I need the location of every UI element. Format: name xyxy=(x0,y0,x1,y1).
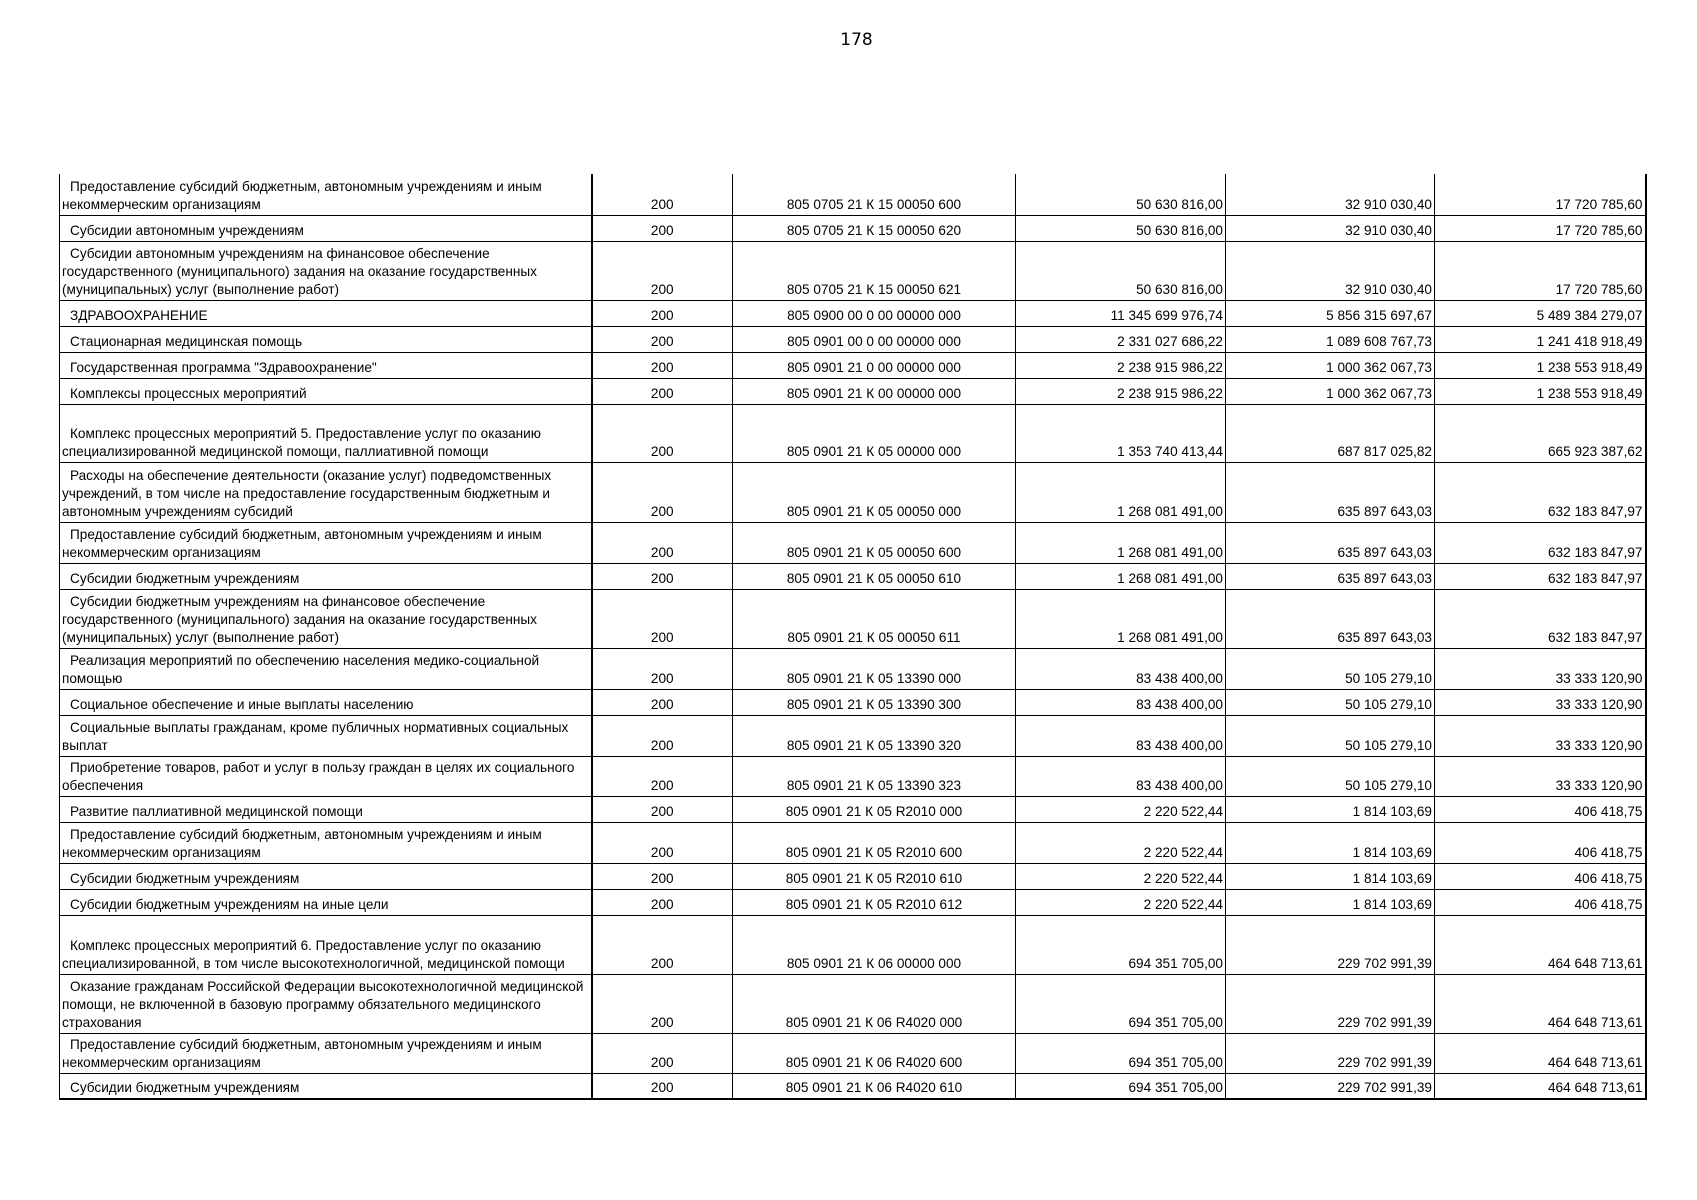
table-row xyxy=(60,796,1646,822)
table-row xyxy=(60,915,1646,974)
row-name xyxy=(60,689,592,715)
row-admin-code: 200 xyxy=(592,378,733,404)
row-name-text: Субсидии бюджетным учреждениям xyxy=(70,570,300,586)
row-total-amount: 2 220 522,44 xyxy=(1016,889,1226,915)
row-amount-1: 50 105 279,10 xyxy=(1226,715,1435,756)
row-name xyxy=(60,326,592,352)
row-amount-2: 17 720 785,60 xyxy=(1435,215,1646,241)
row-total-amount: 2 238 915 986,22 xyxy=(1016,378,1226,404)
row-total-amount: 1 268 081 491,00 xyxy=(1016,589,1226,648)
row-amount-2: 17 720 785,60 xyxy=(1435,174,1646,215)
row-name-text: Расходы на обеспечение деятельности (оказание услуг) подведомственных учреждений, в том числе на предоставление государственным бюджетным и автономным учреждениям субсидий xyxy=(62,467,552,519)
row-total-amount: 1 268 081 491,00 xyxy=(1016,462,1226,522)
row-name-text: Предоставление субсидий бюджетным, автономным учреждениям и иным некоммерческим организациям xyxy=(62,1036,542,1070)
row-budget-classification: 805 0901 00 0 00 00000 000 xyxy=(733,326,1016,352)
row-budget-classification: 805 0705 21 К 15 00050 621 xyxy=(733,241,1016,300)
row-amount-2: 406 418,75 xyxy=(1435,796,1646,822)
row-budget-classification: 805 0901 21 К 06 00000 000 xyxy=(733,915,1016,974)
row-admin-code: 200 xyxy=(592,215,733,241)
row-amount-1: 635 897 643,03 xyxy=(1226,563,1435,589)
row-admin-code: 200 xyxy=(592,326,733,352)
table-row xyxy=(60,648,1646,689)
row-amount-1: 1 814 103,69 xyxy=(1226,796,1435,822)
row-amount-1: 1 000 362 067,73 xyxy=(1226,378,1435,404)
row-total-amount: 83 438 400,00 xyxy=(1016,756,1226,796)
table-row xyxy=(60,462,1646,522)
row-name-text: Государственная программа "Здравоохранение" xyxy=(70,359,377,375)
row-budget-classification: 805 0901 21 К 05 13390 300 xyxy=(733,689,1016,715)
row-admin-code: 200 xyxy=(592,462,733,522)
row-admin-code: 200 xyxy=(592,1033,733,1073)
row-amount-2: 1 241 418 918,49 xyxy=(1435,326,1646,352)
row-name xyxy=(60,563,592,589)
row-name xyxy=(60,974,592,1033)
row-amount-1: 229 702 991,39 xyxy=(1226,974,1435,1033)
row-name xyxy=(60,889,592,915)
row-name-text: Социальное обеспечение и иные выплаты населению xyxy=(70,696,414,712)
row-amount-2: 464 648 713,61 xyxy=(1435,1073,1646,1099)
row-amount-1: 32 910 030,40 xyxy=(1226,215,1435,241)
row-admin-code: 200 xyxy=(592,1073,733,1099)
table-row xyxy=(60,174,1646,215)
row-name xyxy=(60,648,592,689)
row-amount-1: 635 897 643,03 xyxy=(1226,522,1435,563)
row-amount-1: 1 814 103,69 xyxy=(1226,822,1435,863)
row-name-text: Субсидии бюджетным учреждениям xyxy=(70,870,300,886)
row-amount-2: 464 648 713,61 xyxy=(1435,1033,1646,1073)
row-budget-classification: 805 0901 21 К 05 R2010 610 xyxy=(733,863,1016,889)
row-budget-classification: 805 0901 21 0 00 00000 000 xyxy=(733,352,1016,378)
row-name-text: Комплекс процессных мероприятий 5. Предоставление услуг по оказанию специализированной медицинской помощи, паллиативной помощи xyxy=(62,425,541,459)
row-name-text: Субсидии бюджетным учреждениям на иные цели xyxy=(70,896,389,912)
row-name-text: Оказание гражданам Российской Федерации высокотехнологичной медицинской помощи, не включенной в базовую программу обязательного медицинского страхования xyxy=(62,978,584,1030)
row-amount-1: 1 814 103,69 xyxy=(1226,889,1435,915)
row-name-text: ЗДРАВООХРАНЕНИЕ xyxy=(70,307,208,323)
table-row xyxy=(60,241,1646,300)
row-name-text: Субсидии бюджетным учреждениям на финансовое обеспечение государственного (муниципального) задания на оказание государственных (муниципальных) услуг (выполнение работ) xyxy=(62,593,537,645)
row-name-text: Субсидии автономным учреждениям на финансовое обеспечение государственного (муниципального) задания на оказание государственных (муниципальных) услуг (выполнение работ) xyxy=(62,245,537,297)
row-name-text: Комплекс процессных мероприятий 6. Предоставление услуг по оказанию специализированной, в том числе высокотехнологичной, медицинской помощи xyxy=(62,937,565,971)
row-name xyxy=(60,378,592,404)
row-amount-2: 33 333 120,90 xyxy=(1435,715,1646,756)
row-total-amount: 50 630 816,00 xyxy=(1016,174,1226,215)
row-budget-classification: 805 0705 21 К 15 00050 620 xyxy=(733,215,1016,241)
row-admin-code: 200 xyxy=(592,822,733,863)
row-amount-1: 1 089 608 767,73 xyxy=(1226,326,1435,352)
row-name xyxy=(60,863,592,889)
row-admin-code: 200 xyxy=(592,563,733,589)
table-row xyxy=(60,756,1646,796)
row-total-amount: 2 220 522,44 xyxy=(1016,863,1226,889)
row-budget-classification: 805 0901 21 К 05 13390 000 xyxy=(733,648,1016,689)
row-total-amount: 2 238 915 986,22 xyxy=(1016,352,1226,378)
row-budget-classification: 805 0901 21 К 05 00050 611 xyxy=(733,589,1016,648)
row-admin-code: 200 xyxy=(592,522,733,563)
row-amount-1: 687 817 025,82 xyxy=(1226,404,1435,462)
row-admin-code: 200 xyxy=(592,300,733,326)
row-name xyxy=(60,241,592,300)
row-name xyxy=(60,300,592,326)
row-amount-2: 1 238 553 918,49 xyxy=(1435,378,1646,404)
row-name-text: Стационарная медицинская помощь xyxy=(70,333,303,349)
row-admin-code: 200 xyxy=(592,648,733,689)
row-amount-2: 33 333 120,90 xyxy=(1435,756,1646,796)
row-name-text: Субсидии автономным учреждениям xyxy=(70,222,304,238)
row-amount-2: 632 183 847,97 xyxy=(1435,462,1646,522)
table-row xyxy=(60,889,1646,915)
row-name-text: Субсидии бюджетным учреждениям xyxy=(70,1080,300,1095)
row-budget-classification: 805 0901 21 К 05 00050 000 xyxy=(733,462,1016,522)
row-name xyxy=(60,522,592,563)
row-budget-classification: 805 0901 21 К 05 00050 600 xyxy=(733,522,1016,563)
row-amount-1: 32 910 030,40 xyxy=(1226,241,1435,300)
row-total-amount: 694 351 705,00 xyxy=(1016,1033,1226,1073)
row-name xyxy=(60,796,592,822)
row-admin-code: 200 xyxy=(592,404,733,462)
row-name-text: Социальные выплаты гражданам, кроме публичных нормативных социальных выплат xyxy=(62,719,569,753)
row-total-amount: 694 351 705,00 xyxy=(1016,915,1226,974)
row-amount-2: 632 183 847,97 xyxy=(1435,522,1646,563)
row-amount-1: 5 856 315 697,67 xyxy=(1226,300,1435,326)
row-total-amount: 694 351 705,00 xyxy=(1016,974,1226,1033)
row-name-text: Реализация мероприятий по обеспечению населения медико-социальной помощью xyxy=(62,652,540,686)
row-total-amount: 2 331 027 686,22 xyxy=(1016,326,1226,352)
row-name xyxy=(60,404,592,462)
row-budget-classification: 805 0705 21 К 15 00050 600 xyxy=(733,174,1016,215)
row-amount-2: 464 648 713,61 xyxy=(1435,974,1646,1033)
row-admin-code: 200 xyxy=(592,863,733,889)
row-admin-code: 200 xyxy=(592,756,733,796)
row-amount-1: 50 105 279,10 xyxy=(1226,648,1435,689)
row-amount-1: 635 897 643,03 xyxy=(1226,462,1435,522)
row-name-text: Предоставление субсидий бюджетным, автономным учреждениям и иным некоммерческим организациям xyxy=(62,826,542,860)
row-total-amount: 11 345 699 976,74 xyxy=(1016,300,1226,326)
row-total-amount: 694 351 705,00 xyxy=(1016,1073,1226,1099)
row-total-amount: 83 438 400,00 xyxy=(1016,689,1226,715)
row-budget-classification: 805 0901 21 К 05 R2010 000 xyxy=(733,796,1016,822)
row-admin-code: 200 xyxy=(592,174,733,215)
row-amount-2: 406 418,75 xyxy=(1435,889,1646,915)
table-row xyxy=(60,326,1646,352)
row-amount-2: 33 333 120,90 xyxy=(1435,689,1646,715)
row-name-text: Развитие паллиативной медицинской помощи xyxy=(70,803,363,819)
row-amount-2: 406 418,75 xyxy=(1435,822,1646,863)
table-row xyxy=(60,1033,1646,1073)
row-name xyxy=(60,462,592,522)
row-admin-code: 200 xyxy=(592,352,733,378)
row-name xyxy=(60,589,592,648)
table-row xyxy=(60,563,1646,589)
row-amount-2: 33 333 120,90 xyxy=(1435,648,1646,689)
row-amount-2: 464 648 713,61 xyxy=(1435,915,1646,974)
row-budget-classification: 805 0901 21 К 06 R4020 610 xyxy=(733,1073,1016,1099)
page-number: 178 xyxy=(840,30,873,50)
row-name-text: Предоставление субсидий бюджетным, автономным учреждениям и иным некоммерческим организациям xyxy=(62,178,542,212)
table-row xyxy=(60,689,1646,715)
row-total-amount: 2 220 522,44 xyxy=(1016,822,1226,863)
row-admin-code: 200 xyxy=(592,241,733,300)
table-row xyxy=(60,522,1646,563)
table-row xyxy=(60,822,1646,863)
table-row xyxy=(60,589,1646,648)
row-amount-2: 632 183 847,97 xyxy=(1435,589,1646,648)
row-amount-2: 5 489 384 279,07 xyxy=(1435,300,1646,326)
row-name xyxy=(60,352,592,378)
row-amount-2: 665 923 387,62 xyxy=(1435,404,1646,462)
row-total-amount: 50 630 816,00 xyxy=(1016,241,1226,300)
row-admin-code: 200 xyxy=(592,589,733,648)
table-row xyxy=(60,1073,1646,1099)
row-name xyxy=(60,1073,592,1099)
row-admin-code: 200 xyxy=(592,689,733,715)
row-name xyxy=(60,715,592,756)
row-admin-code: 200 xyxy=(592,915,733,974)
row-name-text: Предоставление субсидий бюджетным, автономным учреждениям и иным некоммерческим организациям xyxy=(62,526,542,560)
budget-table xyxy=(59,174,1647,1100)
row-total-amount: 83 438 400,00 xyxy=(1016,648,1226,689)
row-amount-1: 229 702 991,39 xyxy=(1226,1033,1435,1073)
row-name-text: Приобретение товаров, работ и услуг в пользу граждан в целях их социального обеспечения xyxy=(62,759,575,793)
row-budget-classification: 805 0901 21 К 00 00000 000 xyxy=(733,378,1016,404)
row-total-amount: 50 630 816,00 xyxy=(1016,215,1226,241)
row-budget-classification: 805 0901 21 К 05 00050 610 xyxy=(733,563,1016,589)
table-row xyxy=(60,715,1646,756)
table-row xyxy=(60,352,1646,378)
row-total-amount: 2 220 522,44 xyxy=(1016,796,1226,822)
row-amount-1: 229 702 991,39 xyxy=(1226,915,1435,974)
table-row xyxy=(60,378,1646,404)
row-name xyxy=(60,174,592,215)
row-budget-classification: 805 0901 21 К 06 R4020 600 xyxy=(733,1033,1016,1073)
row-budget-classification: 805 0901 21 К 05 R2010 612 xyxy=(733,889,1016,915)
row-budget-classification: 805 0901 21 К 05 13390 323 xyxy=(733,756,1016,796)
row-admin-code: 200 xyxy=(592,796,733,822)
row-name xyxy=(60,215,592,241)
row-amount-2: 17 720 785,60 xyxy=(1435,241,1646,300)
row-total-amount: 1 268 081 491,00 xyxy=(1016,563,1226,589)
row-amount-2: 632 183 847,97 xyxy=(1435,563,1646,589)
table-row xyxy=(60,215,1646,241)
row-name xyxy=(60,756,592,796)
budget-table-body xyxy=(60,174,1646,1099)
row-budget-classification: 805 0901 21 К 06 R4020 000 xyxy=(733,974,1016,1033)
row-amount-1: 50 105 279,10 xyxy=(1226,756,1435,796)
row-total-amount: 1 268 081 491,00 xyxy=(1016,522,1226,563)
row-admin-code: 200 xyxy=(592,974,733,1033)
table-row xyxy=(60,863,1646,889)
row-amount-1: 229 702 991,39 xyxy=(1226,1073,1435,1099)
row-total-amount: 1 353 740 413,44 xyxy=(1016,404,1226,462)
row-amount-2: 1 238 553 918,49 xyxy=(1435,352,1646,378)
row-amount-1: 635 897 643,03 xyxy=(1226,589,1435,648)
row-amount-1: 1 000 362 067,73 xyxy=(1226,352,1435,378)
row-name-text: Комплексы процессных мероприятий xyxy=(70,385,307,401)
row-budget-classification: 805 0901 21 К 05 R2010 600 xyxy=(733,822,1016,863)
row-amount-1: 32 910 030,40 xyxy=(1226,174,1435,215)
row-amount-1: 1 814 103,69 xyxy=(1226,863,1435,889)
row-name xyxy=(60,1033,592,1073)
table-row xyxy=(60,300,1646,326)
row-name xyxy=(60,915,592,974)
table-row xyxy=(60,404,1646,462)
row-budget-classification: 805 0901 21 К 05 13390 320 xyxy=(733,715,1016,756)
table-row xyxy=(60,974,1646,1033)
row-name xyxy=(60,822,592,863)
row-amount-1: 50 105 279,10 xyxy=(1226,689,1435,715)
row-admin-code: 200 xyxy=(592,715,733,756)
row-budget-classification: 805 0901 21 К 05 00000 000 xyxy=(733,404,1016,462)
row-budget-classification: 805 0900 00 0 00 00000 000 xyxy=(733,300,1016,326)
row-total-amount: 83 438 400,00 xyxy=(1016,715,1226,756)
row-amount-2: 406 418,75 xyxy=(1435,863,1646,889)
row-admin-code: 200 xyxy=(592,889,733,915)
